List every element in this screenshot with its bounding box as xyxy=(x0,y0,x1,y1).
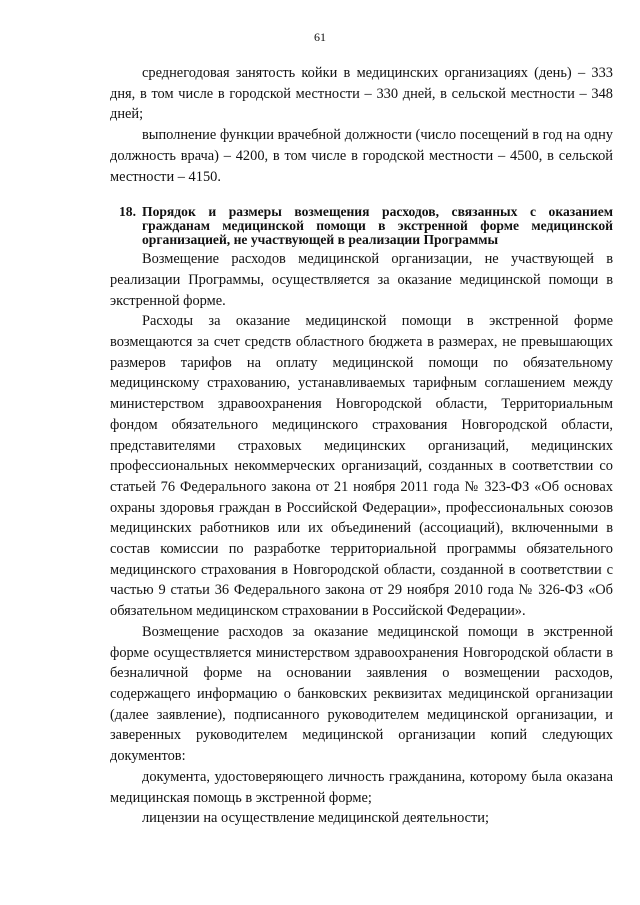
document-body xyxy=(110,63,613,829)
paragraph-bed-occupancy: среднегодовая занятость койки в медицинских организациях (день) – 333 дня, в том числе в городской местности – 330 дней, в сельской местности – 348 дней; xyxy=(110,65,613,123)
section-title: Порядок и размеры возмещения расходов, связанных с оказанием гражданам медицинской помощи в экстренной форме медицинской организацией, не участвующей в реализации Программы xyxy=(142,204,613,248)
section-number: 18. xyxy=(119,204,136,220)
paragraph-reimbursement-procedure: Возмещение расходов за оказание медицинской помощи в экстренной форме осуществляется министерством здравоохранения Новгородской области в безналичной форме на основании заявления о возмещении расходов, содержащего информацию о банковских реквизитах медицинской организации (далее заявление), подписанного руководителем медицинской организации, и заверенных руководителем медицинской организации копий следующих документов: xyxy=(110,623,613,765)
list-item-license: лицензии на осуществление медицинской деятельности; xyxy=(142,810,490,827)
section-heading xyxy=(110,205,613,247)
paragraph-reimbursement-tariffs: Расходы за оказание медицинской помощи в экстренной форме возмещаются за счет средств областного бюджета в размерах, не превышающих размеров тарифов на оплату медицинской помощи по обязательному медицинскому страхованию, устанавливаемых тарифным соглашением между министерством здравоохранения Новгородской области, Территориальным фондом обязательного медицинского страхования Новгородской области, представителями страховых медицинских организаций, медицинских профессиональных некоммерческих организаций, созданных в соответствии со статьей 76 Федерального закона от 21 ноября 2011 года № 323-ФЗ «Об основах охраны здоровья граждан в Российской Федерации», профессиональных союзов медицинских работников или их объединений (ассоциаций), включенными в состав комиссии по разработке территориальной программы обязательного медицинского страхования в Новгородской области, созданной в соответствии с частью 9 статьи 36 Федерального закона от 29 ноября 2010 года № 326-ФЗ «Об обязательном медицинском страховании в Российской Федерации». xyxy=(110,313,613,620)
paragraph-doctor-visits: выполнение функции врачебной должности (число посещений в год на одну должность врача) – 4200, в том числе в городской местности – 4500, в сельской местности – 4150. xyxy=(110,127,613,185)
paragraph-reimbursement-intro: Возмещение расходов медицинской организации, не участвующей в реализации Программы, осуществляется за оказание медицинской помощи в экстренной форме. xyxy=(110,251,613,309)
list-item-identity-document: документа, удостоверяющего личность гражданина, которому была оказана медицинская помощь в экстренной форме; xyxy=(110,768,613,806)
page-number: 61 xyxy=(314,30,326,44)
